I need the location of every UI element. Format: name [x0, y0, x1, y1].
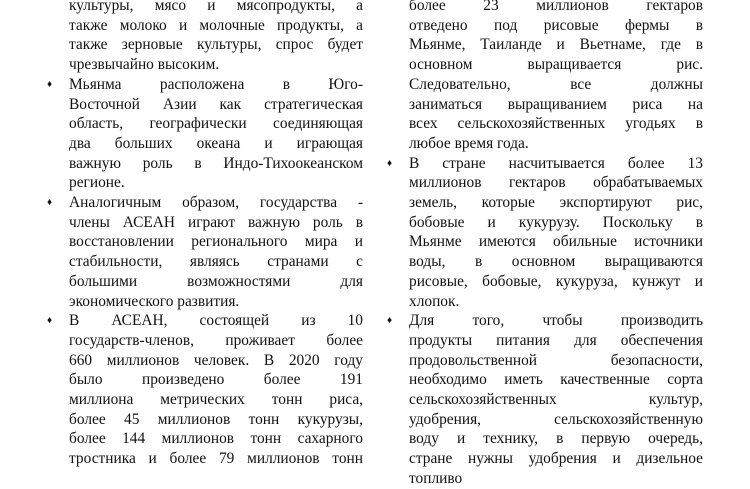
text-line: более 23 миллионов гектаров [409, 0, 703, 14]
left-column [47, 0, 363, 469]
text-line: более 144 миллионов тонн сахарного [69, 430, 363, 448]
paragraph [47, 75, 363, 193]
text-line: воду и технику, в первую очередь, [409, 430, 703, 448]
paragraph [387, 311, 703, 488]
bullet-diamond-icon: ♦ [47, 315, 53, 327]
paragraph [47, 311, 363, 469]
text-line: удобрения, сельскохозяйственную [409, 410, 703, 428]
text-line: миллионов гектаров обрабатываемых [409, 174, 703, 192]
text-line: земель, которые экспортируют рис, [409, 194, 703, 212]
text-line: В АСЕАН, состоящей из 10 [69, 312, 363, 330]
paragraph [47, 193, 363, 311]
text-line: всех сельскохозяйственных угодьях в [409, 115, 703, 133]
text-line: стране нужны удобрения и дизельное [409, 450, 703, 468]
text-line: В стране насчитывается более 13 [409, 154, 703, 172]
bullet-diamond-icon: ♦ [47, 78, 53, 90]
text-line: рисовые, бобовые, кукуруза, кунжут и [409, 272, 703, 290]
paragraph [47, 0, 363, 75]
text-line: хлопок. [409, 292, 460, 310]
text-line: тростника и более 79 миллионов тонн [69, 450, 363, 468]
text-line: важную роль в Индо-Тихоокеанском [69, 154, 363, 172]
text-line: область, географически соединяющая [69, 115, 363, 133]
bullet-diamond-icon: ♦ [387, 157, 393, 169]
text-line: Для того, чтобы производить [409, 312, 703, 330]
paragraph [387, 154, 703, 312]
text-line: экономического развития. [69, 292, 240, 310]
text-line: также молоко и молочные продукты, а [69, 16, 363, 34]
bullet-diamond-icon: ♦ [47, 197, 53, 209]
text-line: Мьянме имеются обильные источники [409, 233, 703, 251]
text-line: отведено под рисовые фермы в [409, 16, 703, 34]
text-line: основном выращивается рис. [409, 56, 703, 74]
text-line: Мьянме, Таиланде и Вьетнаме, где в [409, 36, 703, 54]
text-line: регионе. [69, 174, 125, 192]
text-line: продукты питания для обеспечения [409, 331, 703, 349]
text-line: культуры, мясо и мясопродукты, а [69, 0, 363, 14]
text-line: топливо [409, 469, 463, 487]
text-line: заниматься выращиванием риса на [409, 95, 703, 113]
text-line: два больших океана и играющая [69, 134, 363, 152]
text-line: Аналогичным образом, государства - [69, 194, 363, 212]
text-line: чрезвычайно высоким. [69, 56, 220, 74]
text-line: восстановлении регионального мира и [69, 233, 363, 251]
bullet-diamond-icon: ♦ [387, 315, 393, 327]
text-line: члены АСЕАН играют важную роль в [69, 213, 363, 231]
text-line: Восточной Азии как стратегическая [69, 95, 363, 113]
text-line: большими возможностями для [69, 272, 363, 290]
text-line: Мьянма расположена в Юго- [69, 75, 363, 93]
text-line: сельскохозяйственных культур, [409, 391, 703, 409]
text-line: воды, в основном выращиваются [409, 253, 703, 271]
text-line: продовольственной безопасности, [409, 351, 703, 369]
text-line: миллиона метрических тонн риса, [69, 391, 363, 409]
text-line: любое время года. [409, 134, 529, 152]
paragraph [387, 0, 703, 154]
text-line: государств-членов, проживает более [69, 331, 363, 349]
text-line: более 45 миллионов тонн кукурузы, [69, 410, 363, 428]
text-line: 660 миллионов человек. В 2020 году [69, 351, 363, 369]
text-line: Следовательно, все должны [409, 75, 703, 93]
right-column [387, 0, 703, 489]
text-line: стабильности, являясь странами с [69, 253, 363, 271]
text-line: было произведено более 191 [69, 371, 363, 389]
text-line: также зерновые культуры, спрос будет [69, 36, 363, 54]
text-line: необходимо иметь качественные сорта [409, 371, 703, 389]
text-line: бобовые и кукурузу. Поскольку в [409, 213, 703, 231]
